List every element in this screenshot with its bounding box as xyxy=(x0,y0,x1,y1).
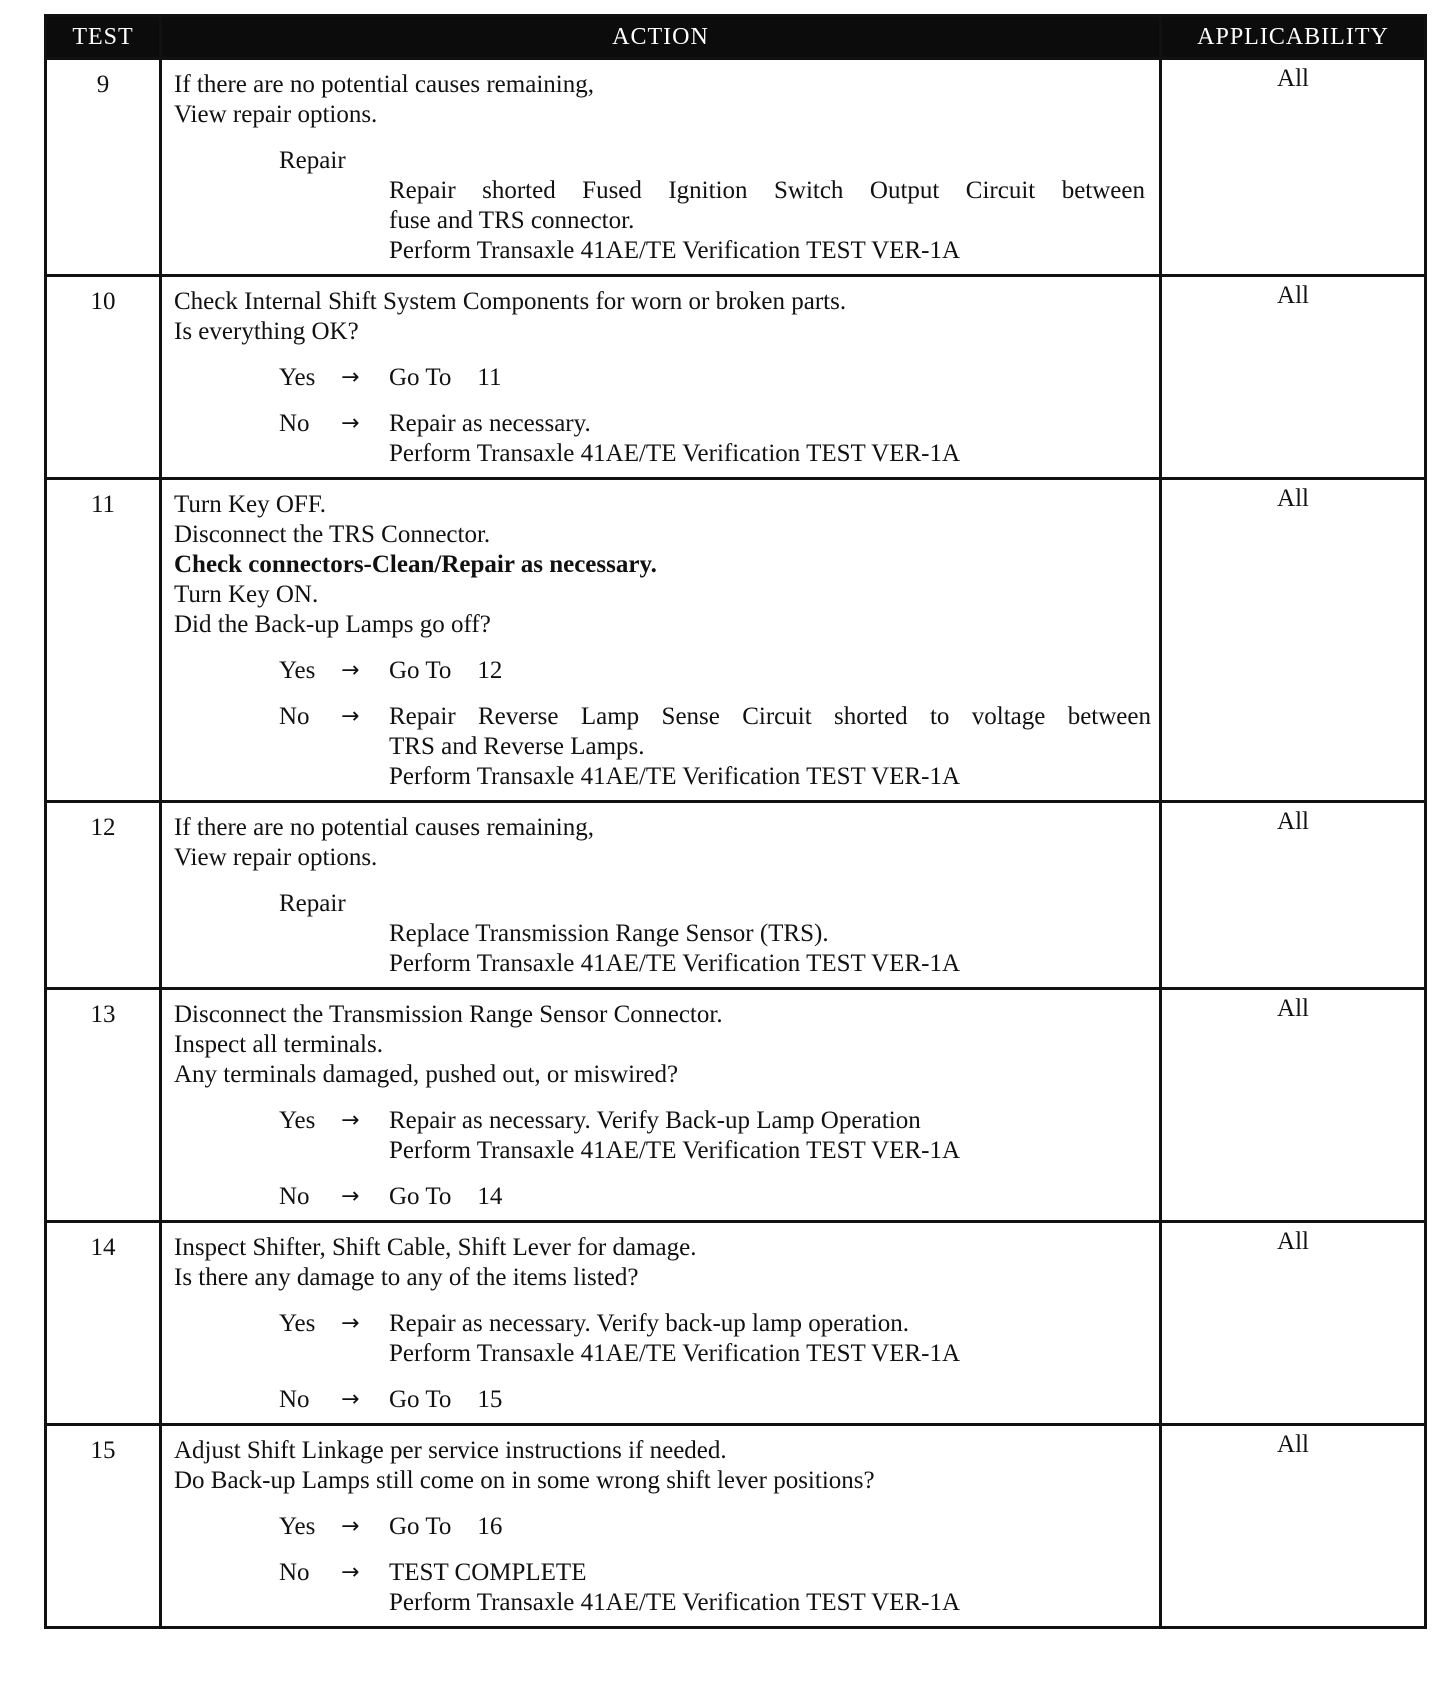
action-line: Adjust Shift Linkage per service instructions if needed. xyxy=(174,1437,727,1464)
action-line: View repair options. xyxy=(174,101,378,128)
branch-result xyxy=(389,1182,1151,1212)
result-line: Repair as necessary. xyxy=(389,410,591,437)
repair-line: Replace Transmission Range Sensor (TRS). xyxy=(389,920,829,947)
test-applicability: All xyxy=(1161,1425,1426,1628)
goto-text: Go To xyxy=(389,1513,452,1540)
goto-text: Go To xyxy=(389,657,452,684)
diagnostic-procedure-sheet xyxy=(44,14,1424,1629)
goto-text: Go To xyxy=(389,364,452,391)
header-action: ACTION xyxy=(161,16,1161,59)
action-line-bold: Check connectors-Clean/Repair as necessary. xyxy=(174,551,657,578)
branch-list xyxy=(174,1106,1151,1212)
result-line: Repair Reverse Lamp Sense Circuit shorted to voltage between xyxy=(389,703,1151,730)
test-applicability: All xyxy=(1161,479,1426,802)
test-number: 10 xyxy=(46,276,161,479)
repair-block xyxy=(174,889,1151,979)
repair-line: Perform Transaxle 41AE/TE Verification TEST VER-1A xyxy=(389,237,961,264)
action-line: Turn Key OFF. xyxy=(174,491,326,518)
result-line: Perform Transaxle 41AE/TE Verification TEST VER-1A xyxy=(389,440,961,467)
repair-line: fuse and TRS connector. xyxy=(389,207,635,234)
right-arrow-icon: → xyxy=(341,1514,360,1539)
result-line: TRS and Reverse Lamps. xyxy=(389,733,645,760)
right-arrow-icon: → xyxy=(341,411,360,436)
no-label: No xyxy=(279,1386,310,1413)
no-branch xyxy=(174,1385,1151,1415)
branch-result xyxy=(389,1512,1151,1542)
right-arrow-icon: → xyxy=(341,1560,360,1585)
result-line: Repair as necessary. Verify back-up lamp operation. xyxy=(389,1310,909,1337)
right-arrow-icon: → xyxy=(341,704,360,729)
action-line: Is there any damage to any of the items listed? xyxy=(174,1264,639,1291)
branch-list xyxy=(174,656,1151,792)
no-label: No xyxy=(279,703,310,730)
action-line: Inspect Shifter, Shift Cable, Shift Lever for damage. xyxy=(174,1234,697,1261)
test-applicability: All xyxy=(1161,802,1426,989)
action-line: Is everything OK? xyxy=(174,318,359,345)
branch-result xyxy=(389,1106,1151,1166)
test-action xyxy=(161,1425,1161,1628)
action-line: Did the Back-up Lamps go off? xyxy=(174,611,491,638)
yes-label: Yes xyxy=(279,1107,316,1134)
result-line: Perform Transaxle 41AE/TE Verification TEST VER-1A xyxy=(389,1589,961,1616)
action-line: Any terminals damaged, pushed out, or miswired? xyxy=(174,1061,679,1088)
goto-text: Go To xyxy=(389,1183,452,1210)
goto-number: 11 xyxy=(477,364,502,391)
test-number: 11 xyxy=(46,479,161,802)
branch-list xyxy=(174,1512,1151,1618)
result-line: TEST COMPLETE xyxy=(389,1559,587,1586)
test-applicability: All xyxy=(1161,989,1426,1222)
repair-line: Repair shorted Fused Ignition Switch Output Circuit between xyxy=(389,177,1145,204)
result-line: Perform Transaxle 41AE/TE Verification TEST VER-1A xyxy=(389,763,961,790)
branch-result xyxy=(389,363,1151,393)
repair-line: Perform Transaxle 41AE/TE Verification TEST VER-1A xyxy=(389,950,961,977)
yes-label: Yes xyxy=(279,364,316,391)
no-label: No xyxy=(279,1183,310,1210)
right-arrow-icon: → xyxy=(341,1108,360,1133)
goto-number: 12 xyxy=(477,657,503,684)
test-row-9 xyxy=(46,59,1426,276)
test-action xyxy=(161,1222,1161,1425)
test-number: 15 xyxy=(46,1425,161,1628)
branch-result xyxy=(389,702,1151,792)
action-line: Disconnect the TRS Connector. xyxy=(174,521,491,548)
test-row-12 xyxy=(46,802,1426,989)
branch-result xyxy=(389,409,1151,469)
repair-label: Repair xyxy=(279,890,346,917)
yes-label: Yes xyxy=(279,657,316,684)
branch-list xyxy=(174,1309,1151,1415)
yes-branch xyxy=(174,363,1151,393)
goto-text: Go To xyxy=(389,1386,452,1413)
test-row-10 xyxy=(46,276,1426,479)
no-branch xyxy=(174,409,1151,469)
no-branch xyxy=(174,1182,1151,1212)
result-line: Repair as necessary. Verify Back-up Lamp Operation xyxy=(389,1107,921,1134)
no-branch xyxy=(174,702,1151,792)
action-line: If there are no potential causes remaining, xyxy=(174,814,594,841)
test-applicability: All xyxy=(1161,59,1426,276)
action-line: View repair options. xyxy=(174,844,378,871)
test-action xyxy=(161,989,1161,1222)
header-test: TEST xyxy=(46,16,161,59)
yes-label: Yes xyxy=(279,1310,316,1337)
right-arrow-icon: → xyxy=(341,658,360,683)
test-number: 9 xyxy=(46,59,161,276)
action-line: Turn Key ON. xyxy=(174,581,319,608)
goto-number: 14 xyxy=(477,1183,503,1210)
test-action xyxy=(161,479,1161,802)
test-applicability: All xyxy=(1161,276,1426,479)
test-applicability: All xyxy=(1161,1222,1426,1425)
yes-branch xyxy=(174,1512,1151,1542)
action-line: If there are no potential causes remaining, xyxy=(174,71,594,98)
test-row-14 xyxy=(46,1222,1426,1425)
test-row-13 xyxy=(46,989,1426,1222)
action-line: Check Internal Shift System Components for worn or broken parts. xyxy=(174,288,847,315)
goto-number: 15 xyxy=(477,1386,503,1413)
test-action xyxy=(161,276,1161,479)
branch-result xyxy=(389,1558,1151,1618)
table-header-row xyxy=(46,16,1426,59)
test-number: 13 xyxy=(46,989,161,1222)
action-line: Disconnect the Transmission Range Sensor Connector. xyxy=(174,1001,723,1028)
branch-result xyxy=(389,656,1151,686)
no-label: No xyxy=(279,410,310,437)
test-row-15 xyxy=(46,1425,1426,1628)
action-line: Do Back-up Lamps still come on in some wrong shift lever positions? xyxy=(174,1467,875,1494)
no-label: No xyxy=(279,1559,310,1586)
yes-branch xyxy=(174,1309,1151,1369)
right-arrow-icon: → xyxy=(341,1387,360,1412)
right-arrow-icon: → xyxy=(341,365,360,390)
action-line: Inspect all terminals. xyxy=(174,1031,383,1058)
test-number: 12 xyxy=(46,802,161,989)
header-applicability: APPLICABILITY xyxy=(1161,16,1426,59)
test-row-11 xyxy=(46,479,1426,802)
branch-result xyxy=(389,1309,1151,1369)
diagnostic-test-table xyxy=(44,14,1427,1629)
yes-branch xyxy=(174,1106,1151,1166)
right-arrow-icon: → xyxy=(341,1311,360,1336)
goto-number: 16 xyxy=(477,1513,503,1540)
repair-label: Repair xyxy=(279,147,346,174)
no-branch xyxy=(174,1558,1151,1618)
test-action xyxy=(161,802,1161,989)
test-number: 14 xyxy=(46,1222,161,1425)
yes-label: Yes xyxy=(279,1513,316,1540)
result-line: Perform Transaxle 41AE/TE Verification TEST VER-1A xyxy=(389,1340,961,1367)
repair-block xyxy=(174,146,1151,266)
test-action xyxy=(161,59,1161,276)
yes-branch xyxy=(174,656,1151,686)
branch-result xyxy=(389,1385,1151,1415)
branch-list xyxy=(174,363,1151,469)
right-arrow-icon: → xyxy=(341,1184,360,1209)
result-line: Perform Transaxle 41AE/TE Verification TEST VER-1A xyxy=(389,1137,961,1164)
